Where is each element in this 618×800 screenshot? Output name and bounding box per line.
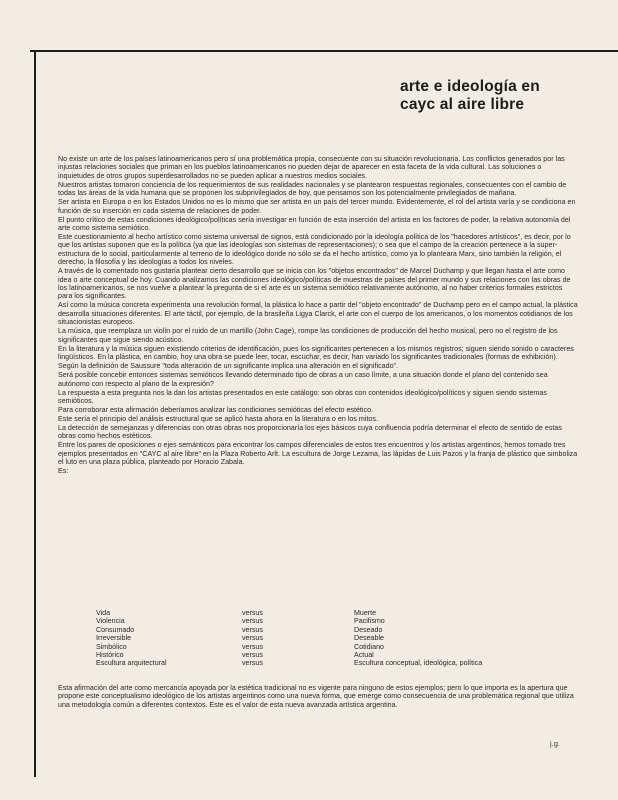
opposition-left: Histórico xyxy=(96,651,124,660)
opposition-right: Deseable xyxy=(354,634,384,643)
opposition-row xyxy=(96,651,536,659)
opposition-right: Deseado xyxy=(354,625,383,634)
closing-paragraph: Esta afirmación del arte como mercancía apoyada por la estética tradicional no es vigente para ninguno de estos ejemplos; pero lo que importa es la apertura que propone este conceptualismo ideológico de los artistas argentinos como una nueva forma, que emerge como consecuencia de una problemática regional que utiliza una metodología común a diferentes contextos. Este es el valor de esta nueva avanzada artística argentina. xyxy=(58,684,574,709)
opposition-versus: versus xyxy=(242,617,263,626)
paragraph: Así como la música concreta experimenta una revolución formal, la plástica lo hace a partir del "objeto encontrado" de Duchamp pero en el campo actual, la plástica desarrolla situaciones diferentes. El arte táctil, por ejemplo, de la brasileña Ligya Clarck, el arte con el cuerpo de los americanos, o los momentos cotidianos de los situacionistas europeos. xyxy=(58,301,578,327)
page-title xyxy=(400,78,570,114)
opposition-row xyxy=(96,643,536,651)
opposition-row xyxy=(96,617,536,625)
paragraph: Para corroborar esta afirmación deberíamos analizar las condiciones semióticas del efecto estético. xyxy=(58,405,374,414)
paragraph: Entre los pares de oposiciones o ejes semánticos para encontrar los campos diferenciales de estos tres encuentros y los artistas argentinos, hemos tomado tres ejemplos presentados en "CAYC al aire libre" en la Plaza Roberto Arlt. La escultura de Jorge Lezama, las lápidas de Luis Pazos y la franja de plástico que simboliza el luto en una plaza pública, planteado por Horacio Zabala. xyxy=(58,441,578,467)
paragraph: Será posible concebir entonces sistemas semióticos llevando determinado tipo de obras a un caso límite, a una situación donde el plano del contenido sea autónomo con respecto al plano de la expresión? xyxy=(58,371,548,388)
opposition-left: Violencia xyxy=(96,617,125,626)
paragraph: No existe un arte de los países latinoamericanos pero sí una problemática propia, consecuente con su situación revolucionaria. Los conflictos generados por las injustas relaciones sociales que priman en los pueblos latinoamericanos no pueden dejar de aparecer en esta faceta de la vida cultural. Las soluciones o inquietudes de otros grupos superdesarrollados no se pueden aplicar a nuestros medios sociales. xyxy=(58,155,565,180)
opposition-left: Escultura arquitectural xyxy=(96,659,167,668)
signature: j.g. xyxy=(549,739,560,748)
opposition-versus: versus xyxy=(242,625,263,634)
opposition-left: Irreversible xyxy=(96,634,132,643)
opposition-versus: versus xyxy=(242,642,263,651)
paragraph: La música, que reemplaza un violín por el ruido de un martillo (John Cage), rompe las condiciones de producción del hecho musical, pero no el registro de los significantes que sigue siendo acústico. xyxy=(58,327,558,344)
opposition-versus: versus xyxy=(242,609,263,617)
opposition-left: Consumado xyxy=(96,625,135,634)
paragraph: Según la definición de Saussure "toda alteración de un significante implica una alteración en el significado". xyxy=(58,362,399,371)
paragraph: Nuestros artistas tomaron conciencia de los requerimientos de sus realidades nacionales y se plantearon respuestas regionales, consecuentes con el cambio de todas las áreas de la vida humana que se proponen los subprivilegiados de hoy, que pensamos son los potencialmente privilegiados de mañana. xyxy=(58,180,567,198)
frame-top-rule xyxy=(30,50,618,52)
opposition-right: Escultura conceptual, ideológica, política xyxy=(354,659,483,668)
paragraph: A través de lo comentado nos gustaría plantear cierto desarrollo que se inicia con los "objetos encontrados" de Marcel Duchamp y que llegan hasta el arte como idea o arte conceptual de hoy. Cuando analizamos las condiciones ideológico/políticas de muestras de países del primer mundo y sus relaciones con las obras de los latinoamericanos, se nos vuelve a plantear la pregunta de si el arte es un sistema semiótico relativamente autónomo, al no haber criterios formales estrictos para los significantes. xyxy=(58,267,571,301)
paragraph: Ser artista en Europa o en los Estados Unidos no es lo mismo que ser artista en un país del tercer mundo. Evidentemente, el rol del artista varía y se condiciona en función de su inserción en cada sistema de relaciones de poder. xyxy=(58,198,576,215)
opposition-row xyxy=(96,626,536,634)
title-line-1: arte e ideología en xyxy=(400,78,540,95)
opposition-right: Muerte xyxy=(354,609,377,617)
opposition-left: Simbólico xyxy=(96,642,127,651)
opposition-versus: versus xyxy=(242,634,263,643)
paragraph: Este sería el principio del análisis estructural que se aplicó hasta ahora en la literatura o en los mitos. xyxy=(58,414,378,423)
opposition-left: Vida xyxy=(96,609,111,617)
paragraph: Este cuestionamiento al hecho artístico como sistema universal de signos, está condicionado por la ideología política de los "hacedores artísticos", es decir, por lo que los artistas suponen que es la política (ya que las ideologías son sistemas de representaciones); o sea que el campo de la creación pertenece a la super-estructura de lo social, particularmente al terreno de lo ideológico donde no sólo se da el hecho artístico, como ya lo planteara Marx, sino también la religión, el derecho, la filosofía y las ideologías a todos los niveles. xyxy=(58,233,571,267)
paragraph: La respuesta a esta pregunta nos la dan los artistas presentados en este catálogo: son obras con contenidos ideológico/políticos y siguen siendo sistemas semióticos. xyxy=(58,388,547,405)
paragraph: Es: xyxy=(58,467,69,476)
opposition-right: Cotidiano xyxy=(354,642,384,651)
opposition-right: Actual xyxy=(354,651,374,660)
frame-left-rule xyxy=(34,52,36,777)
opposition-versus: versus xyxy=(242,651,263,660)
paragraph: En la literatura y la música siguen existiendo criterios de identificación, pues los significantes pertenecen a los mismos registros; siguen siendo sonido o caracteres lingüísticos. En la plástica, en cambio, hoy una obra se puede leer, tocar, escuchar, es decir, han variado los significantes tradicionales (formas de exhibición). xyxy=(58,344,574,362)
oppositions-table xyxy=(96,609,536,668)
article-body xyxy=(58,155,578,476)
opposition-row xyxy=(96,634,536,642)
opposition-row xyxy=(96,659,536,667)
paragraph: El punto crítico de estas condiciones ideológico/políticas sería investigar en función de esta inserción del artista en los factores de poder, la relativa autonomía del arte como sistema semiótico. xyxy=(58,215,571,233)
title-line-2: cayc al aire libre xyxy=(400,96,525,113)
opposition-row xyxy=(96,609,536,617)
paragraph: La detección de semejanzas y diferencias con otras obras nos proporcionaría los ejes básicos cuya confluencia podría determinar el efecto de sentido de estas obras como hechos estéticos. xyxy=(58,423,562,441)
opposition-versus: versus xyxy=(242,659,263,668)
opposition-right: Pacifismo xyxy=(354,617,385,626)
